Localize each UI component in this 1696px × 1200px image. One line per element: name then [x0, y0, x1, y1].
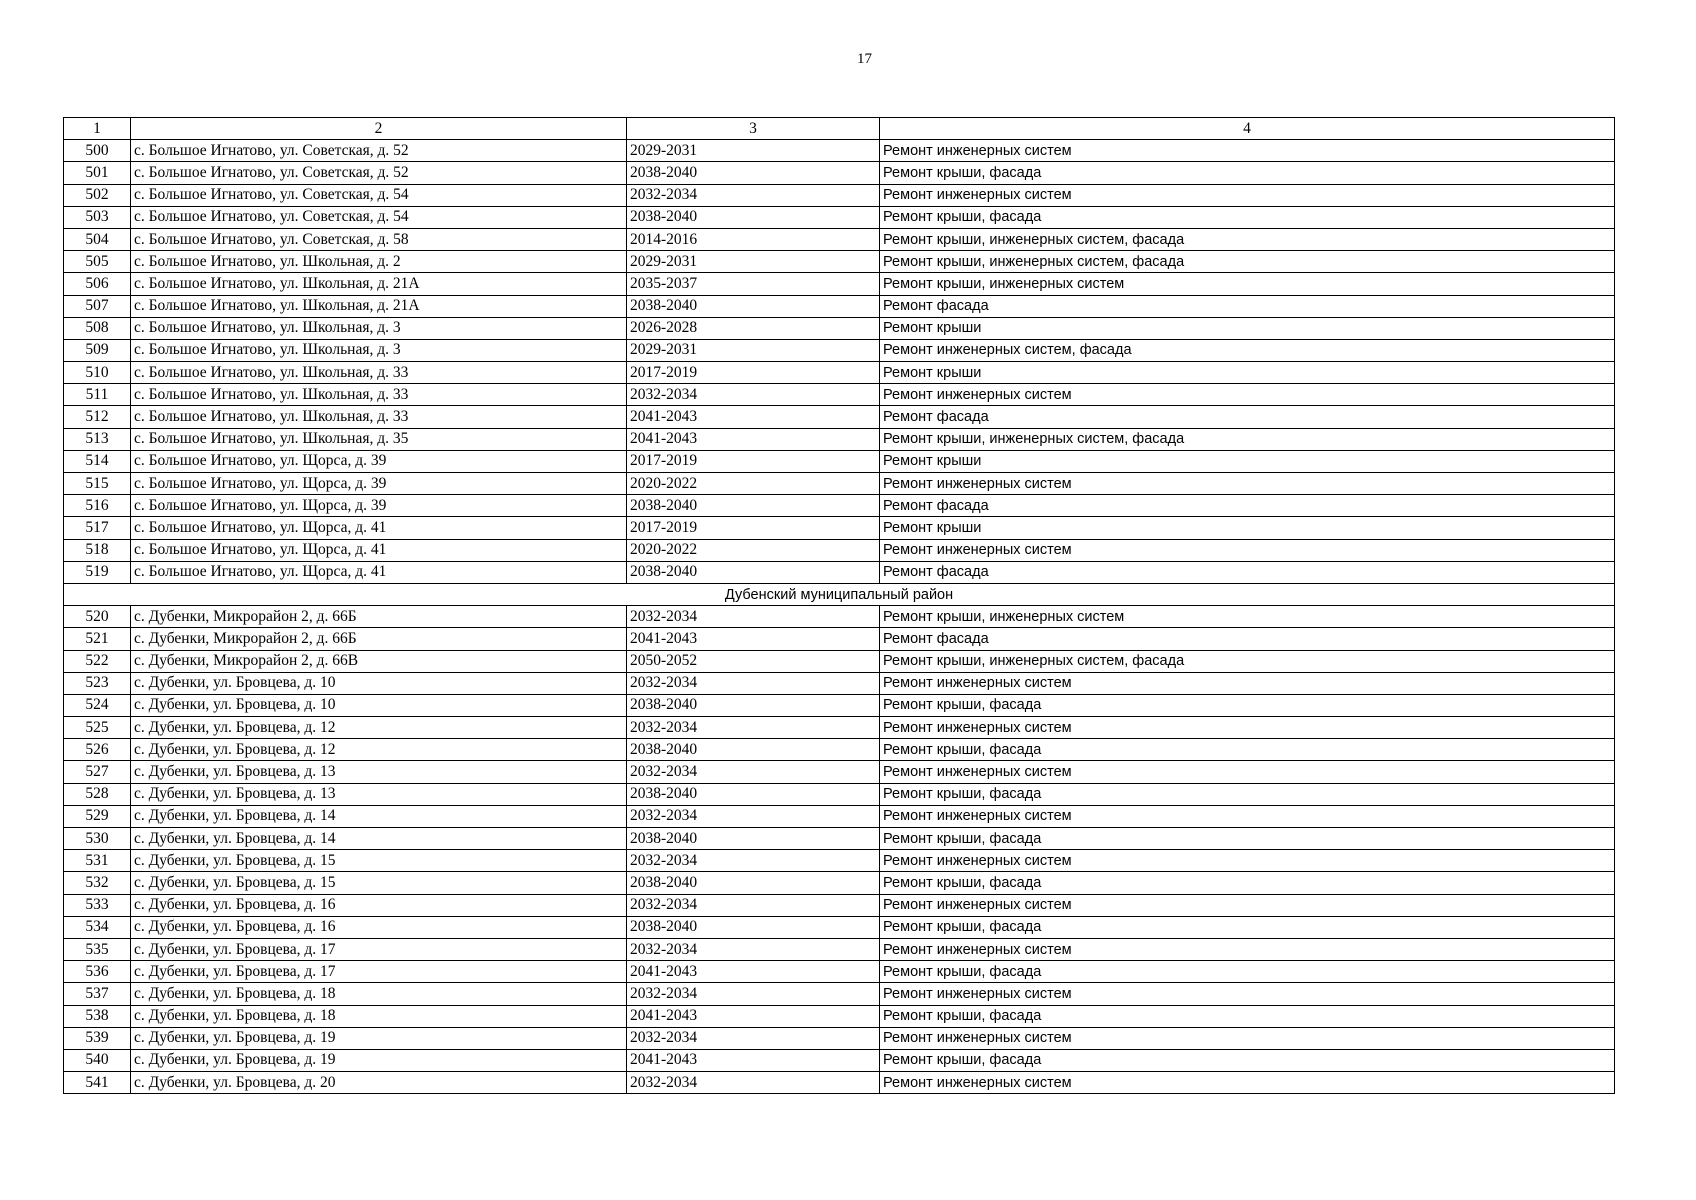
work-type-cell: Ремонт крыши, инженерных систем, фасада [880, 251, 1615, 273]
period-cell: 2038-2040 [627, 872, 880, 894]
section-title: Дубенский муниципальный район [64, 583, 1615, 605]
row-number-cell: 505 [64, 251, 131, 273]
address-cell: с. Дубенки, ул. Бровцева, д. 10 [131, 672, 627, 694]
table-row [64, 162, 1615, 184]
table-row [64, 495, 1615, 517]
row-number-cell: 518 [64, 539, 131, 561]
table-row [64, 938, 1615, 960]
row-number-cell: 512 [64, 406, 131, 428]
work-type-cell: Ремонт инженерных систем [880, 938, 1615, 960]
address-cell: с. Дубенки, ул. Бровцева, д. 13 [131, 783, 627, 805]
address-cell: с. Большое Игнатово, ул. Щорса, д. 41 [131, 539, 627, 561]
address-cell: с. Дубенки, ул. Бровцева, д. 17 [131, 961, 627, 983]
row-number-cell: 509 [64, 339, 131, 361]
work-type-cell: Ремонт инженерных систем [880, 384, 1615, 406]
row-number-cell: 517 [64, 517, 131, 539]
period-cell: 2032-2034 [627, 850, 880, 872]
period-cell: 2041-2043 [627, 628, 880, 650]
address-cell: с. Дубенки, Микрорайон 2, д. 66В [131, 650, 627, 672]
work-type-cell: Ремонт крыши, фасада [880, 783, 1615, 805]
table-row [64, 850, 1615, 872]
table-row [64, 872, 1615, 894]
work-type-cell: Ремонт крыши, фасада [880, 739, 1615, 761]
table-header [64, 118, 1615, 140]
address-cell: с. Большое Игнатово, ул. Щорса, д. 41 [131, 561, 627, 583]
work-type-cell: Ремонт инженерных систем [880, 894, 1615, 916]
table-row [64, 450, 1615, 472]
table-row [64, 828, 1615, 850]
column-header-period: 3 [627, 118, 880, 140]
work-type-cell: Ремонт крыши, инженерных систем, фасада [880, 428, 1615, 450]
row-number-cell: 534 [64, 916, 131, 938]
address-cell: с. Дубенки, ул. Бровцева, д. 17 [131, 938, 627, 960]
period-cell: 2032-2034 [627, 1027, 880, 1049]
address-cell: с. Дубенки, ул. Бровцева, д. 16 [131, 894, 627, 916]
address-cell: с. Дубенки, ул. Бровцева, д. 19 [131, 1049, 627, 1071]
address-cell: с. Большое Игнатово, ул. Советская, д. 52 [131, 140, 627, 162]
table-row [64, 805, 1615, 827]
row-number-cell: 538 [64, 1005, 131, 1027]
table-row [64, 739, 1615, 761]
row-number-cell: 510 [64, 362, 131, 384]
work-type-cell: Ремонт инженерных систем [880, 672, 1615, 694]
period-cell: 2038-2040 [627, 916, 880, 938]
row-number-cell: 533 [64, 894, 131, 916]
table-row [64, 251, 1615, 273]
work-type-cell: Ремонт фасада [880, 561, 1615, 583]
address-cell: с. Большое Игнатово, ул. Щорса, д. 39 [131, 473, 627, 495]
work-type-cell: Ремонт крыши, инженерных систем, фасада [880, 650, 1615, 672]
section-row [64, 583, 1615, 605]
row-number-cell: 503 [64, 206, 131, 228]
period-cell: 2041-2043 [627, 406, 880, 428]
period-cell: 2038-2040 [627, 162, 880, 184]
period-cell: 2032-2034 [627, 672, 880, 694]
period-cell: 2032-2034 [627, 606, 880, 628]
period-cell: 2050-2052 [627, 650, 880, 672]
work-type-cell: Ремонт инженерных систем [880, 140, 1615, 162]
table-row [64, 384, 1615, 406]
period-cell: 2038-2040 [627, 561, 880, 583]
period-cell: 2020-2022 [627, 539, 880, 561]
row-number-cell: 504 [64, 228, 131, 250]
address-cell: с. Большое Игнатово, ул. Школьная, д. 21А [131, 273, 627, 295]
column-header-number: 1 [64, 118, 131, 140]
row-number-cell: 521 [64, 628, 131, 650]
period-cell: 2038-2040 [627, 295, 880, 317]
period-cell: 2032-2034 [627, 894, 880, 916]
period-cell: 2026-2028 [627, 317, 880, 339]
table-row [64, 628, 1615, 650]
work-type-cell: Ремонт крыши [880, 450, 1615, 472]
table-row [64, 650, 1615, 672]
row-number-cell: 524 [64, 694, 131, 716]
row-number-cell: 540 [64, 1049, 131, 1071]
table-row [64, 761, 1615, 783]
row-number-cell: 531 [64, 850, 131, 872]
row-number-cell: 526 [64, 739, 131, 761]
row-number-cell: 527 [64, 761, 131, 783]
period-cell: 2038-2040 [627, 739, 880, 761]
table-row [64, 428, 1615, 450]
table-row [64, 317, 1615, 339]
address-cell: с. Дубенки, ул. Бровцева, д. 13 [131, 761, 627, 783]
address-cell: с. Большое Игнатово, ул. Школьная, д. 3 [131, 317, 627, 339]
row-number-cell: 506 [64, 273, 131, 295]
address-cell: с. Большое Игнатово, ул. Щорса, д. 39 [131, 495, 627, 517]
work-type-cell: Ремонт инженерных систем, фасада [880, 339, 1615, 361]
work-type-cell: Ремонт инженерных систем [880, 983, 1615, 1005]
row-number-cell: 536 [64, 961, 131, 983]
page-number: 17 [857, 51, 872, 67]
period-cell: 2032-2034 [627, 717, 880, 739]
work-type-cell: Ремонт крыши, фасада [880, 916, 1615, 938]
table-row [64, 517, 1615, 539]
work-type-cell: Ремонт инженерных систем [880, 717, 1615, 739]
work-type-cell: Ремонт крыши [880, 362, 1615, 384]
row-number-cell: 501 [64, 162, 131, 184]
period-cell: 2041-2043 [627, 1005, 880, 1027]
work-type-cell: Ремонт инженерных систем [880, 761, 1615, 783]
address-cell: с. Большое Игнатово, ул. Школьная, д. 2 [131, 251, 627, 273]
period-cell: 2041-2043 [627, 428, 880, 450]
address-cell: с. Дубенки, ул. Бровцева, д. 15 [131, 850, 627, 872]
address-cell: с. Дубенки, ул. Бровцева, д. 10 [131, 694, 627, 716]
work-type-cell: Ремонт инженерных систем [880, 1027, 1615, 1049]
address-cell: с. Большое Игнатово, ул. Школьная, д. 33 [131, 384, 627, 406]
table-row [64, 561, 1615, 583]
period-cell: 2041-2043 [627, 1049, 880, 1071]
table-row [64, 1027, 1615, 1049]
address-cell: с. Большое Игнатово, ул. Школьная, д. 35 [131, 428, 627, 450]
address-cell: с. Дубенки, ул. Бровцева, д. 14 [131, 805, 627, 827]
work-type-cell: Ремонт крыши, фасада [880, 162, 1615, 184]
table-row [64, 983, 1615, 1005]
work-type-cell: Ремонт крыши, фасада [880, 1049, 1615, 1071]
address-cell: с. Дубенки, ул. Бровцева, д. 12 [131, 717, 627, 739]
work-type-cell: Ремонт крыши [880, 517, 1615, 539]
address-cell: с. Большое Игнатово, ул. Советская, д. 58 [131, 228, 627, 250]
work-type-cell: Ремонт инженерных систем [880, 850, 1615, 872]
repair-schedule-table [63, 117, 1615, 1094]
row-number-cell: 519 [64, 561, 131, 583]
work-type-cell: Ремонт крыши, фасада [880, 1005, 1615, 1027]
period-cell: 2038-2040 [627, 495, 880, 517]
period-cell: 2032-2034 [627, 1072, 880, 1094]
table-row [64, 273, 1615, 295]
period-cell: 2029-2031 [627, 251, 880, 273]
column-header-work-type: 4 [880, 118, 1615, 140]
address-cell: с. Большое Игнатово, ул. Советская, д. 52 [131, 162, 627, 184]
table-row [64, 1049, 1615, 1071]
row-number-cell: 507 [64, 295, 131, 317]
work-type-cell: Ремонт крыши, фасада [880, 828, 1615, 850]
work-type-cell: Ремонт крыши, фасада [880, 206, 1615, 228]
row-number-cell: 511 [64, 384, 131, 406]
work-type-cell: Ремонт крыши, инженерных систем, фасада [880, 228, 1615, 250]
row-number-cell: 520 [64, 606, 131, 628]
row-number-cell: 502 [64, 184, 131, 206]
table-row [64, 672, 1615, 694]
row-number-cell: 508 [64, 317, 131, 339]
table-row [64, 694, 1615, 716]
row-number-cell: 514 [64, 450, 131, 472]
address-cell: с. Дубенки, ул. Бровцева, д. 15 [131, 872, 627, 894]
work-type-cell: Ремонт инженерных систем [880, 473, 1615, 495]
work-type-cell: Ремонт фасада [880, 406, 1615, 428]
address-cell: с. Дубенки, ул. Бровцева, д. 19 [131, 1027, 627, 1049]
table-row [64, 961, 1615, 983]
address-cell: с. Большое Игнатово, ул. Щорса, д. 41 [131, 517, 627, 539]
row-number-cell: 523 [64, 672, 131, 694]
work-type-cell: Ремонт инженерных систем [880, 539, 1615, 561]
period-cell: 2029-2031 [627, 140, 880, 162]
period-cell: 2029-2031 [627, 339, 880, 361]
period-cell: 2032-2034 [627, 983, 880, 1005]
period-cell: 2032-2034 [627, 761, 880, 783]
address-cell: с. Дубенки, ул. Бровцева, д. 14 [131, 828, 627, 850]
table-row [64, 362, 1615, 384]
period-cell: 2038-2040 [627, 783, 880, 805]
period-cell: 2017-2019 [627, 450, 880, 472]
row-number-cell: 515 [64, 473, 131, 495]
address-cell: с. Большое Игнатово, ул. Советская, д. 54 [131, 184, 627, 206]
address-cell: с. Большое Игнатово, ул. Школьная, д. 21А [131, 295, 627, 317]
address-cell: с. Дубенки, Микрорайон 2, д. 66Б [131, 606, 627, 628]
row-number-cell: 516 [64, 495, 131, 517]
period-cell: 2038-2040 [627, 694, 880, 716]
work-type-cell: Ремонт фасада [880, 628, 1615, 650]
work-type-cell: Ремонт инженерных систем [880, 184, 1615, 206]
row-number-cell: 522 [64, 650, 131, 672]
address-cell: с. Дубенки, ул. Бровцева, д. 16 [131, 916, 627, 938]
row-number-cell: 541 [64, 1072, 131, 1094]
work-type-cell: Ремонт крыши, фасада [880, 872, 1615, 894]
period-cell: 2038-2040 [627, 828, 880, 850]
address-cell: с. Дубенки, ул. Бровцева, д. 18 [131, 983, 627, 1005]
table-row [64, 539, 1615, 561]
work-type-cell: Ремонт крыши, фасада [880, 961, 1615, 983]
row-number-cell: 532 [64, 872, 131, 894]
work-type-cell: Ремонт фасада [880, 295, 1615, 317]
row-number-cell: 528 [64, 783, 131, 805]
table-row [64, 916, 1615, 938]
work-type-cell: Ремонт крыши, фасада [880, 694, 1615, 716]
header-row [64, 118, 1615, 140]
period-cell: 2032-2034 [627, 384, 880, 406]
row-number-cell: 529 [64, 805, 131, 827]
period-cell: 2032-2034 [627, 184, 880, 206]
table-row [64, 1005, 1615, 1027]
table-row [64, 339, 1615, 361]
table-row [64, 606, 1615, 628]
period-cell: 2032-2034 [627, 938, 880, 960]
period-cell: 2035-2037 [627, 273, 880, 295]
table-row [64, 783, 1615, 805]
row-number-cell: 513 [64, 428, 131, 450]
table-row [64, 206, 1615, 228]
address-cell: с. Дубенки, ул. Бровцева, д. 18 [131, 1005, 627, 1027]
address-cell: с. Большое Игнатово, ул. Советская, д. 54 [131, 206, 627, 228]
row-number-cell: 525 [64, 717, 131, 739]
table-row [64, 894, 1615, 916]
table-body [64, 140, 1615, 1094]
table-row [64, 1072, 1615, 1094]
period-cell: 2014-2016 [627, 228, 880, 250]
table-row [64, 184, 1615, 206]
period-cell: 2020-2022 [627, 473, 880, 495]
row-number-cell: 500 [64, 140, 131, 162]
row-number-cell: 539 [64, 1027, 131, 1049]
table-row [64, 473, 1615, 495]
row-number-cell: 537 [64, 983, 131, 1005]
address-cell: с. Большое Игнатово, ул. Щорса, д. 39 [131, 450, 627, 472]
period-cell: 2041-2043 [627, 961, 880, 983]
work-type-cell: Ремонт инженерных систем [880, 1072, 1615, 1094]
work-type-cell: Ремонт фасада [880, 495, 1615, 517]
period-cell: 2017-2019 [627, 362, 880, 384]
row-number-cell: 535 [64, 938, 131, 960]
address-cell: с. Большое Игнатово, ул. Школьная, д. 33 [131, 406, 627, 428]
address-cell: с. Дубенки, ул. Бровцева, д. 20 [131, 1072, 627, 1094]
work-type-cell: Ремонт крыши, инженерных систем [880, 273, 1615, 295]
row-number-cell: 530 [64, 828, 131, 850]
period-cell: 2032-2034 [627, 805, 880, 827]
table-row [64, 140, 1615, 162]
column-header-address: 2 [131, 118, 627, 140]
address-cell: с. Большое Игнатово, ул. Школьная, д. 3 [131, 339, 627, 361]
table-row [64, 228, 1615, 250]
period-cell: 2038-2040 [627, 206, 880, 228]
address-cell: с. Дубенки, ул. Бровцева, д. 12 [131, 739, 627, 761]
table-row [64, 717, 1615, 739]
table-row [64, 406, 1615, 428]
address-cell: с. Дубенки, Микрорайон 2, д. 66Б [131, 628, 627, 650]
work-type-cell: Ремонт крыши, инженерных систем [880, 606, 1615, 628]
period-cell: 2017-2019 [627, 517, 880, 539]
work-type-cell: Ремонт инженерных систем [880, 805, 1615, 827]
table-row [64, 295, 1615, 317]
address-cell: с. Большое Игнатово, ул. Школьная, д. 33 [131, 362, 627, 384]
work-type-cell: Ремонт крыши [880, 317, 1615, 339]
